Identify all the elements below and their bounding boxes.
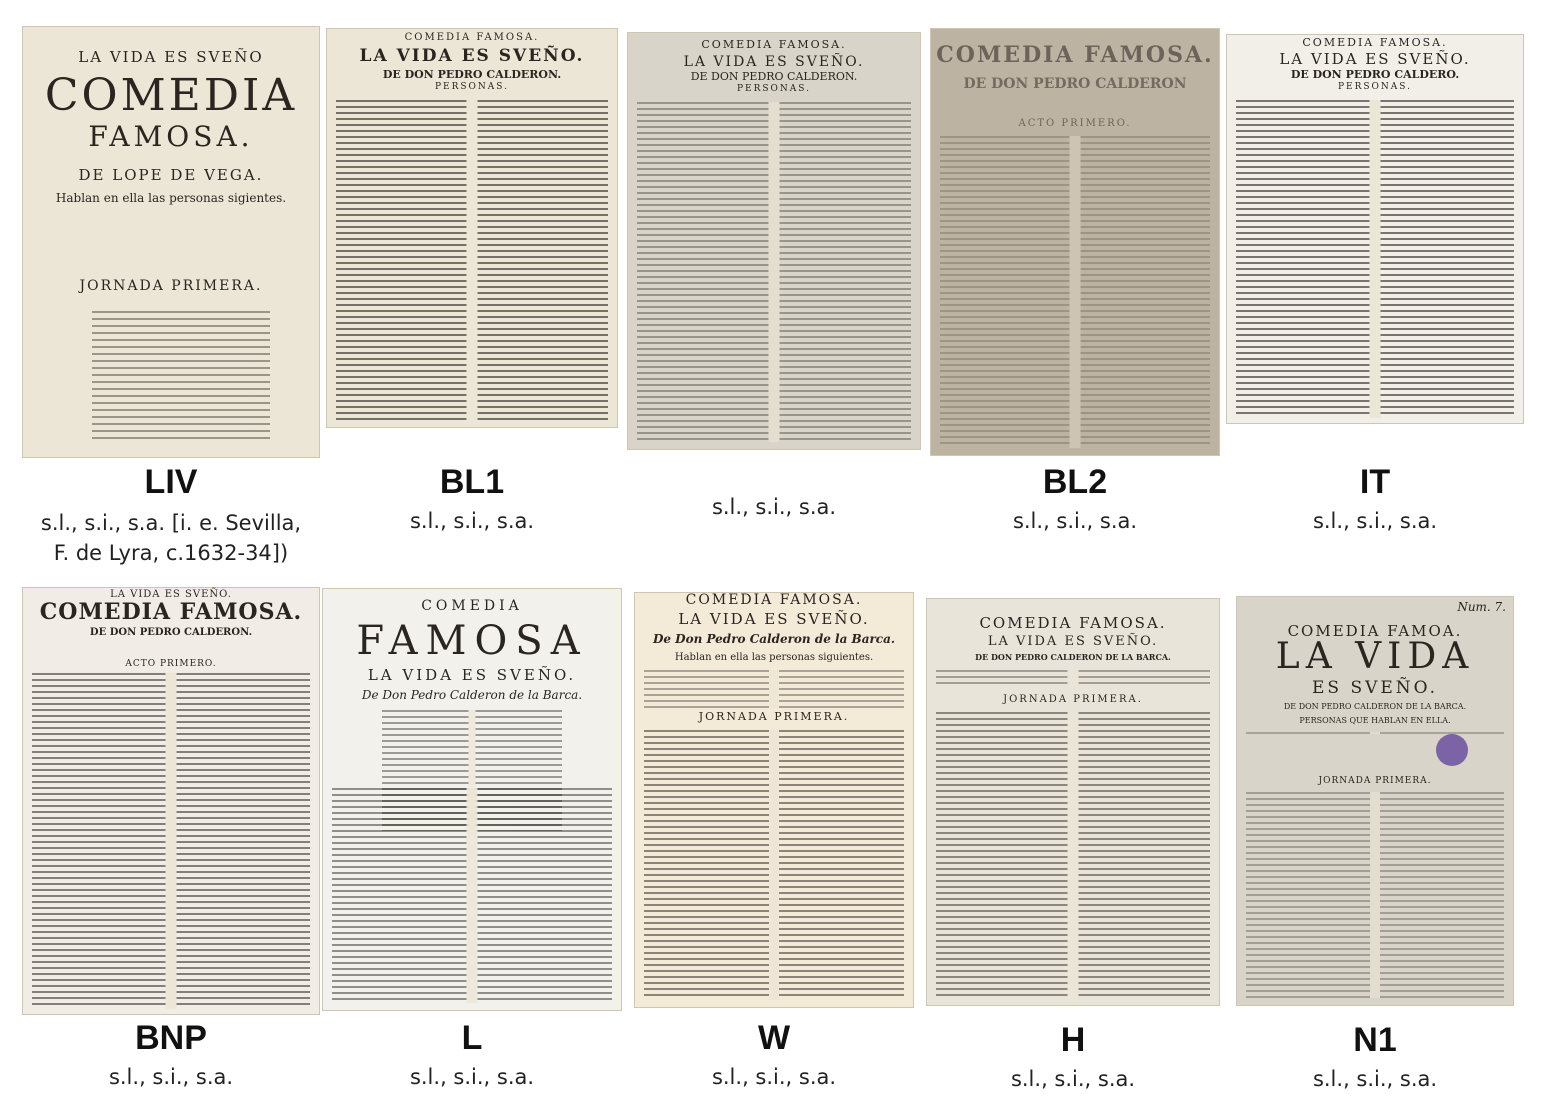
- imprint: s.l., s.i., s.a. [i. e. Sevilla, F. de Lyra, c.1632-34]): [40, 511, 302, 565]
- imprint: s.l., s.i., s.a.: [409, 1065, 535, 1089]
- title-page-image: Num. 7. COMEDIA FAMOA. LA VIDA ES SVEÑO. DE DON PEDRO CALDERON DE LA BARCA. PERSONAS QUE HABLAN EN ELLA. JORNADA PRIMERA.: [1236, 596, 1514, 1006]
- siglum: BNP: [135, 1019, 207, 1057]
- title-page-image: LA VIDA ES SVEÑO COMEDIA FAMOSA. DE LOPE DE VEGA. Hablan en ella las personas sigientes. JORNADA PRIMERA.: [22, 26, 320, 458]
- imprint: s.l., s.i., s.a.: [108, 1065, 234, 1089]
- title-page-image: COMEDIA FAMOSA. LA VIDA ES SVEÑO. DE DON PEDRO CALDERON. PERSONAS.: [326, 28, 618, 428]
- imprint: s.l., s.i., s.a.: [1312, 1067, 1438, 1091]
- siglum: IT: [1359, 463, 1391, 501]
- siglum: LIV: [144, 463, 198, 501]
- title-page-image: LA VIDA ES SVEÑO. COMEDIA FAMOSA. DE DON PEDRO CALDERON. ACTO PRIMERO.: [22, 587, 320, 1015]
- title-page-image: COMEDIA FAMOSA. LA VIDA ES SVEÑO. DE DON PEDRO CALDERON. PERSONAS.: [627, 32, 921, 450]
- imprint: s.l., s.i., s.a.: [711, 495, 837, 519]
- siglum: N1: [1353, 1021, 1397, 1059]
- siglum: BL2: [1042, 463, 1108, 501]
- imprint: s.l., s.i., s.a.: [409, 509, 535, 533]
- library-stamp: [1436, 734, 1468, 766]
- siglum: BL1: [439, 463, 505, 501]
- imprint: s.l., s.i., s.a.: [1010, 1067, 1136, 1091]
- title-page-image: COMEDIA FAMOSA. LA VIDA ES SVEÑO. DE DON PEDRO CALDERON DE LA BARCA. JORNADA PRIMERA.: [926, 598, 1220, 1006]
- imprint: s.l., s.i., s.a.: [1012, 509, 1138, 533]
- title-page-image: COMEDIA FAMOSA LA VIDA ES SVEÑO. De Don Pedro Calderon de la Barca.: [322, 588, 622, 1011]
- title-page-image: COMEDIA FAMOSA. LA VIDA ES SVEÑO. DE DON PEDRO CALDERO. PERSONAS.: [1226, 34, 1524, 424]
- imprint: s.l., s.i., s.a.: [711, 1065, 837, 1089]
- siglum: L: [461, 1019, 483, 1057]
- title-page-image: COMEDIA FAMOSA. DE DON PEDRO CALDERON ACTO PRIMERO.: [930, 28, 1220, 456]
- siglum: H: [1060, 1021, 1086, 1059]
- title-page-image: COMEDIA FAMOSA. LA VIDA ES SVEÑO. De Don Pedro Calderon de la Barca. Hablan en ella las personas siguientes. JORNADA PRIMERA.: [634, 592, 914, 1008]
- siglum: W: [757, 1019, 791, 1057]
- imprint: s.l., s.i., s.a.: [1312, 509, 1438, 533]
